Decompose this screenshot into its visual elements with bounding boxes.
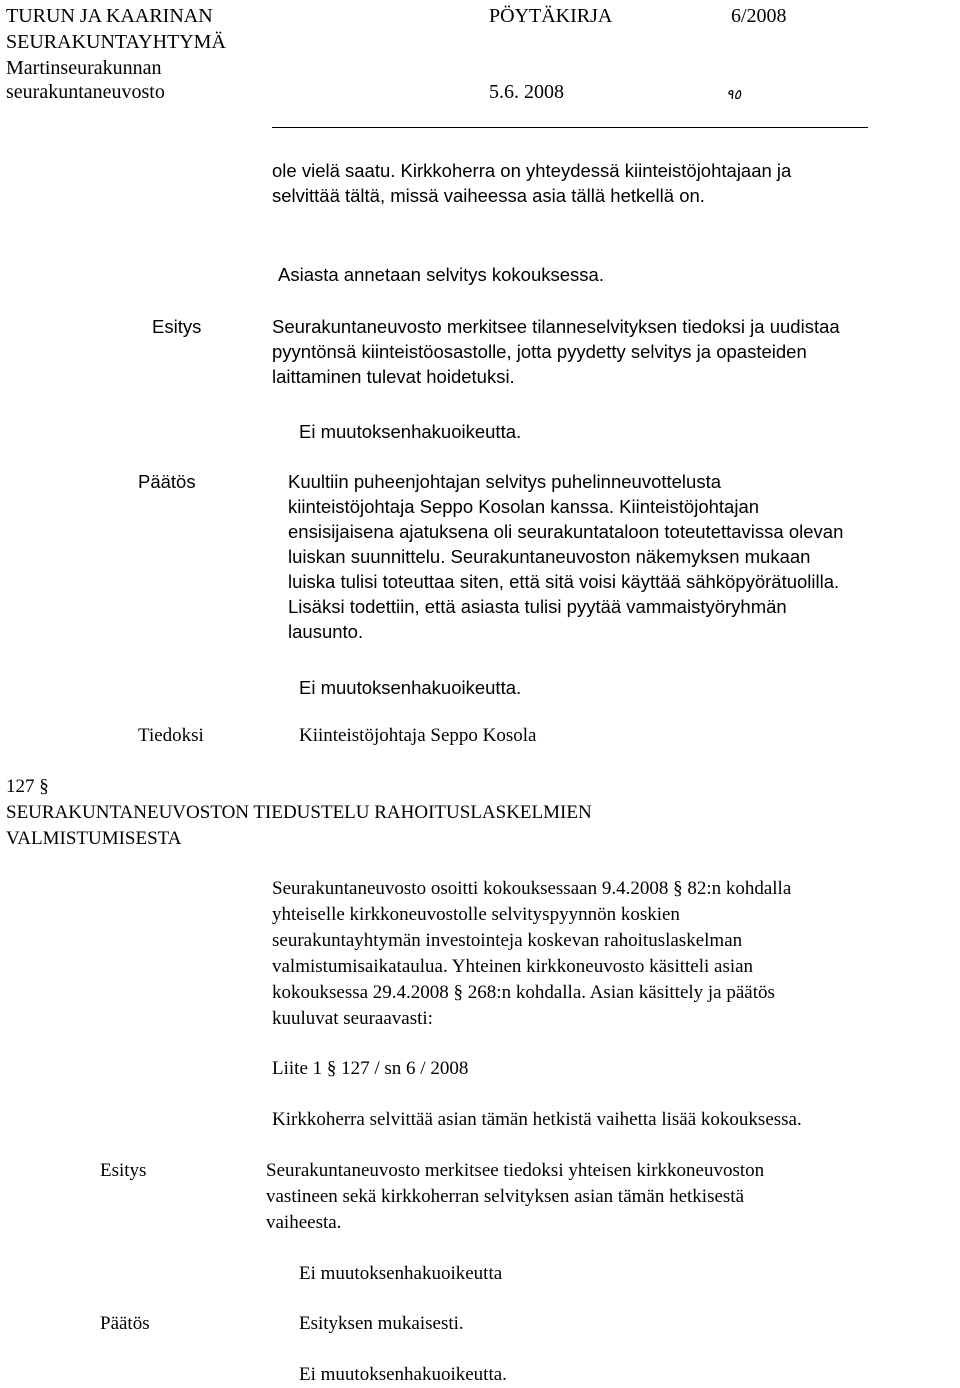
- text-line: selvittää tältä, missä vaiheessa asia tällä hetkellä on.: [272, 185, 705, 206]
- text-line: kokouksessa 29.4.2008 § 268:n kohdalla. Asian käsittely ja päätös: [272, 982, 775, 1003]
- doc-type: PÖYTÄKIRJA: [489, 5, 613, 27]
- handwritten-mark: ٩٥: [726, 87, 742, 103]
- section-number: 127 §: [6, 776, 49, 797]
- text-line: luiska tulisi toteuttaa siten, että sitä voisi käyttää sähköpyörätuolilla.: [288, 571, 840, 592]
- org-name-line3: Martinseurakunnan: [6, 57, 162, 79]
- prev-continuation: [272, 158, 791, 208]
- text-line: vastineen sekä kirkkoherran selvityksen asian tämän hetkisestä: [266, 1186, 745, 1207]
- text-line: luiskan suunnittelu. Seurakuntaneuvoston näkemyksen mukaan: [288, 546, 811, 567]
- meeting-date: 5.6. 2008: [489, 81, 564, 103]
- org-name-line4: seurakuntaneuvosto: [6, 81, 165, 103]
- proposal-text: [266, 1158, 764, 1236]
- section-title: SEURAKUNTANEUVOSTON TIEDUSTELU RAHOITUSLASKELMIEN: [6, 802, 592, 823]
- doc-number: 6/2008: [731, 5, 787, 27]
- text-line: valmistumisaikataulua. Yhteinen kirkkoneuvosto käsitteli asian: [272, 956, 754, 977]
- no-appeal-note: Ei muutoksenhakuoikeutta.: [299, 421, 522, 442]
- org-name-line2: SEURAKUNTAYHTYMÄ: [6, 31, 226, 53]
- attachment-reference: Liite 1 § 127 / sn 6 / 2008: [272, 1058, 469, 1079]
- no-appeal-note: Ei muutoksenhakuoikeutta.: [299, 677, 522, 698]
- text-line: Kuultiin puheenjohtajan selvitys puhelinneuvottelusta: [288, 471, 721, 492]
- text-line: pyyntönsä kiinteistöosastolle, jotta pyydetty selvitys ja opasteiden: [272, 341, 807, 362]
- text-line: ensisijaisena ajatuksena oli seurakuntataloon toteutettavissa olevan: [288, 521, 844, 542]
- text-line: lausunto.: [288, 621, 364, 642]
- text-line: ole vielä saatu. Kirkkoherra on yhteydessä kiinteistöjohtajaan ja: [272, 160, 792, 181]
- section-title: VALMISTUMISESTA: [6, 828, 182, 849]
- decision-label: Päätös: [138, 471, 196, 492]
- decision-label: Päätös: [100, 1313, 150, 1334]
- header-divider: [272, 127, 868, 128]
- proposal-text: [272, 314, 840, 389]
- text-line: Seurakuntaneuvosto merkitsee tiedoksi yhteisen kirkkoneuvoston: [266, 1160, 765, 1181]
- text-line: kuuluvat seuraavasti:: [272, 1008, 433, 1029]
- text-line: Lisäksi todettiin, että asiasta tulisi pyytää vammaistyöryhmän: [288, 596, 787, 617]
- vicar-note: Kirkkoherra selvittää asian tämän hetkistä vaihetta lisää kokouksessa.: [272, 1109, 802, 1130]
- no-appeal-note: Ei muutoksenhakuoikeutta.: [299, 1364, 507, 1385]
- no-appeal-note: Ei muutoksenhakuoikeutta: [299, 1263, 503, 1284]
- org-name-line1: TURUN JA KAARINAN: [6, 5, 213, 27]
- proposal-label: Esitys: [152, 316, 202, 337]
- text-line: yhteiselle kirkkoneuvostolle selvityspyynnön koskien: [272, 904, 680, 925]
- proposal-label: Esitys: [100, 1160, 147, 1181]
- decision-text: Esityksen mukaisesti.: [299, 1313, 464, 1334]
- text-line: Seurakuntaneuvosto osoitti kokouksessaan 9.4.2008 § 82:n kohdalla: [272, 878, 792, 899]
- text-line: laittaminen tulevat hoidetuksi.: [272, 366, 515, 387]
- text-line: kiinteistöjohtaja Seppo Kosolan kanssa. Kiinteistöjohtajan: [288, 496, 760, 517]
- text-line: seurakuntayhtymän investointeja koskevan rahoituslaskelman: [272, 930, 743, 951]
- text-line: Seurakuntaneuvosto merkitsee tilanneselvityksen tiedoksi ja uudistaa: [272, 316, 840, 337]
- info-recipient: Kiinteistöjohtaja Seppo Kosola: [299, 725, 537, 746]
- section-body: [272, 876, 791, 1032]
- text-line: vaiheesta.: [266, 1212, 342, 1233]
- info-label: Tiedoksi: [138, 725, 204, 746]
- prev-note: Asiasta annetaan selvitys kokouksessa.: [278, 264, 604, 285]
- decision-text: [288, 469, 843, 644]
